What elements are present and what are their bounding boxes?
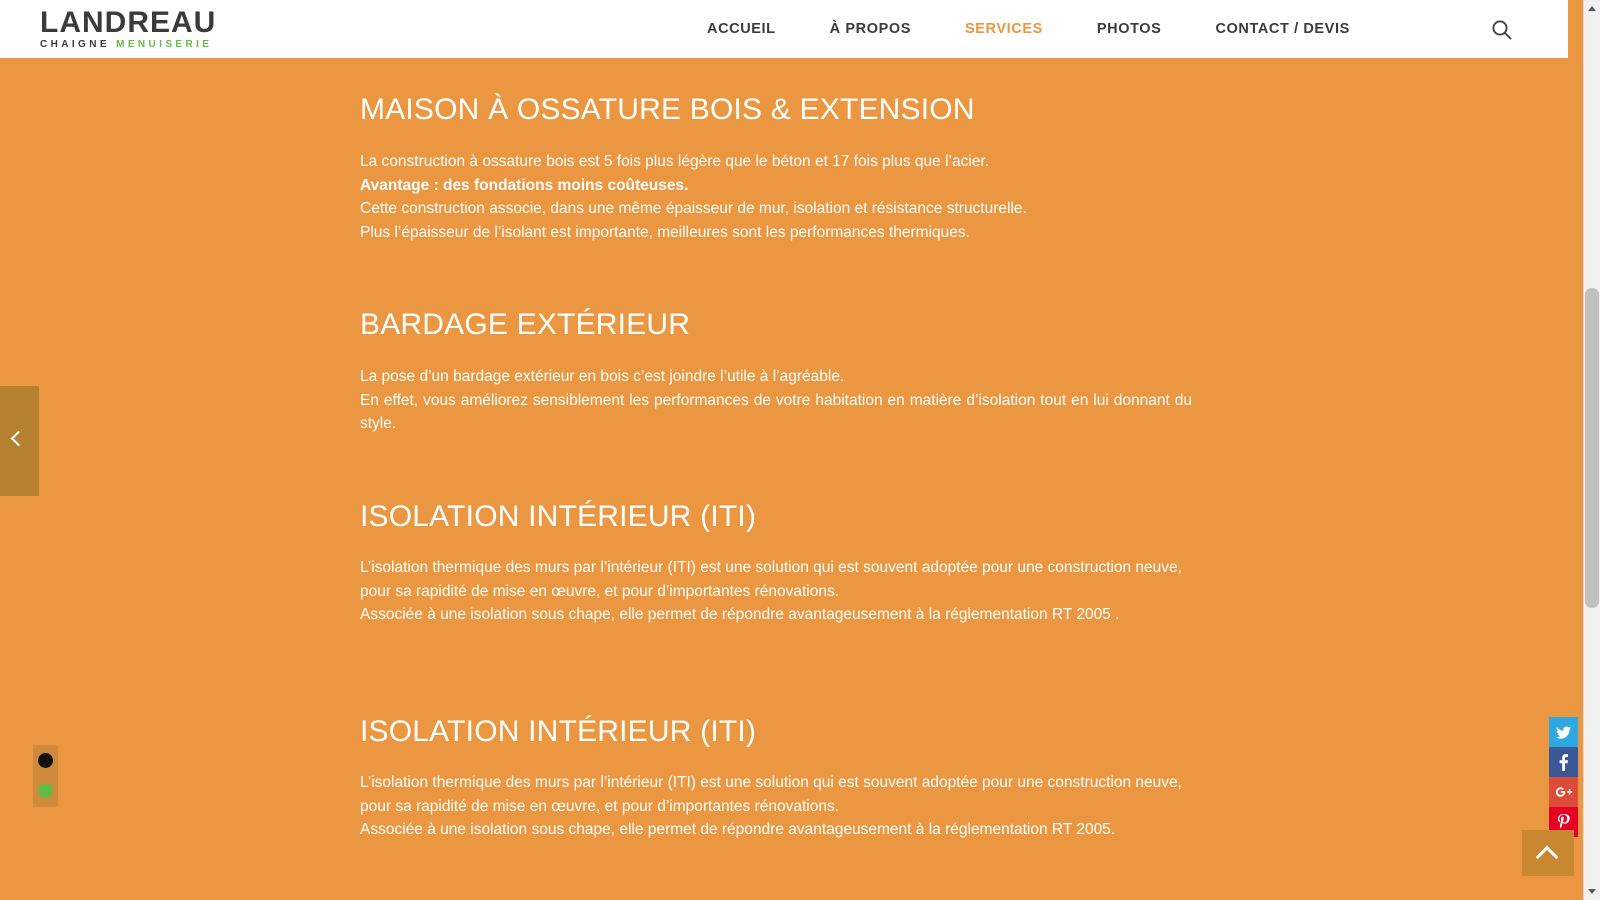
scrollbar-thumb[interactable] — [1585, 288, 1599, 608]
green-swatch[interactable] — [38, 783, 53, 798]
chevron-left-icon — [11, 431, 27, 447]
section-title: ISOLATION INTÉRIEUR (ITI) — [360, 715, 757, 748]
nav-item-contact-devis[interactable]: CONTACT / DEVIS — [1215, 21, 1350, 37]
body-line: Associée à une isolation sous chape, elle permet de répondre avantageusement à la réglementation RT 2005. — [360, 821, 1116, 839]
body-line: pour sa rapidité de mise en œuvre, et pour d’importantes rénovations. — [360, 582, 840, 600]
previous-slide-button[interactable] — [0, 386, 39, 496]
section-body — [360, 365, 1192, 436]
section-body — [360, 556, 1192, 627]
body-line: La pose d’un bardage extérieur en bois c’est joindre l’utile à l’agréable. — [360, 368, 845, 385]
nav-item-services[interactable]: SERVICES — [965, 21, 1043, 37]
body-line: Plus l’épaisseur de l’isolant est importante, meilleures sont les performances thermiques. — [360, 223, 970, 241]
facebook-share-button[interactable] — [1549, 747, 1578, 777]
chevron-up-icon — [1536, 846, 1559, 869]
triangle-down-icon — [1588, 889, 1596, 894]
nav-item-photos[interactable]: PHOTOS — [1096, 21, 1162, 37]
body-line: En effet, vous améliorez sensiblement les performances de votre habitation en matière d’isolation tout en lui donnant du style. — [360, 391, 1192, 433]
section-title: MAISON À OSSATURE BOIS & EXTENSION — [360, 93, 975, 126]
site-header — [0, 0, 1568, 58]
section-body — [360, 771, 1192, 842]
site-logo[interactable] — [40, 8, 240, 50]
logo-wordmark: LANDREAU — [40, 6, 217, 39]
page-content — [0, 58, 1568, 888]
section-maison-ossature-bois — [360, 93, 1192, 244]
body-line: L’isolation thermique des murs par l’intérieur (ITI) est une solution qui est souvent adoptée pour une construction neuve, — [360, 774, 1182, 791]
search-icon[interactable] — [1490, 18, 1514, 42]
logo-tagline — [40, 39, 240, 51]
section-isolation-interieur-2 — [360, 715, 1192, 842]
section-title: BARDAGE EXTÉRIEUR — [360, 308, 691, 341]
body-line: L’isolation thermique des murs par l’intérieur (ITI) est une solution qui est souvent adoptée pour une construction neuve, — [360, 559, 1182, 576]
scrollbar-down-button[interactable] — [1584, 883, 1600, 900]
body-line: La construction à ossature bois est 5 fois plus légère que le béton et 17 fois plus que l’acier. — [360, 153, 989, 170]
scrollbar-up-button[interactable] — [1584, 0, 1600, 17]
nav-item-a-propos[interactable]: À PROPOS — [829, 21, 911, 37]
body-line: pour sa rapidité de mise en œuvre, et pour d’importantes rénovations. — [360, 797, 840, 815]
back-to-top-button[interactable] — [1522, 830, 1574, 876]
triangle-up-icon — [1588, 6, 1596, 11]
section-isolation-interieur-1 — [360, 500, 1192, 627]
google-plus-share-button[interactable] — [1549, 777, 1578, 807]
section-bardage-exterieur — [360, 308, 1192, 436]
page-scrollbar[interactable] — [1583, 0, 1600, 900]
logo-tagline-green: MENUISERIE — [116, 39, 213, 50]
body-line: Associée à une isolation sous chape, elle permet de répondre avantageusement à la réglementation RT 2005 . — [360, 606, 1120, 624]
section-body — [360, 150, 1192, 244]
black-swatch[interactable] — [38, 753, 53, 768]
color-scheme-widget[interactable] — [33, 745, 58, 807]
body-line: Cette construction associe, dans une même épaisseur de mur, isolation et résistance structurelle. — [360, 200, 1027, 218]
section-title: ISOLATION INTÉRIEUR (ITI) — [360, 500, 757, 533]
nav-item-accueil[interactable]: ACCUEIL — [707, 21, 776, 37]
social-share-bar — [1549, 717, 1578, 837]
logo-tagline-dark: CHAIGNE — [40, 39, 110, 50]
main-navigation — [680, 0, 1377, 58]
body-line-bold: Avantage : des fondations moins coûteuses. — [360, 176, 689, 194]
twitter-share-button[interactable] — [1549, 717, 1578, 747]
